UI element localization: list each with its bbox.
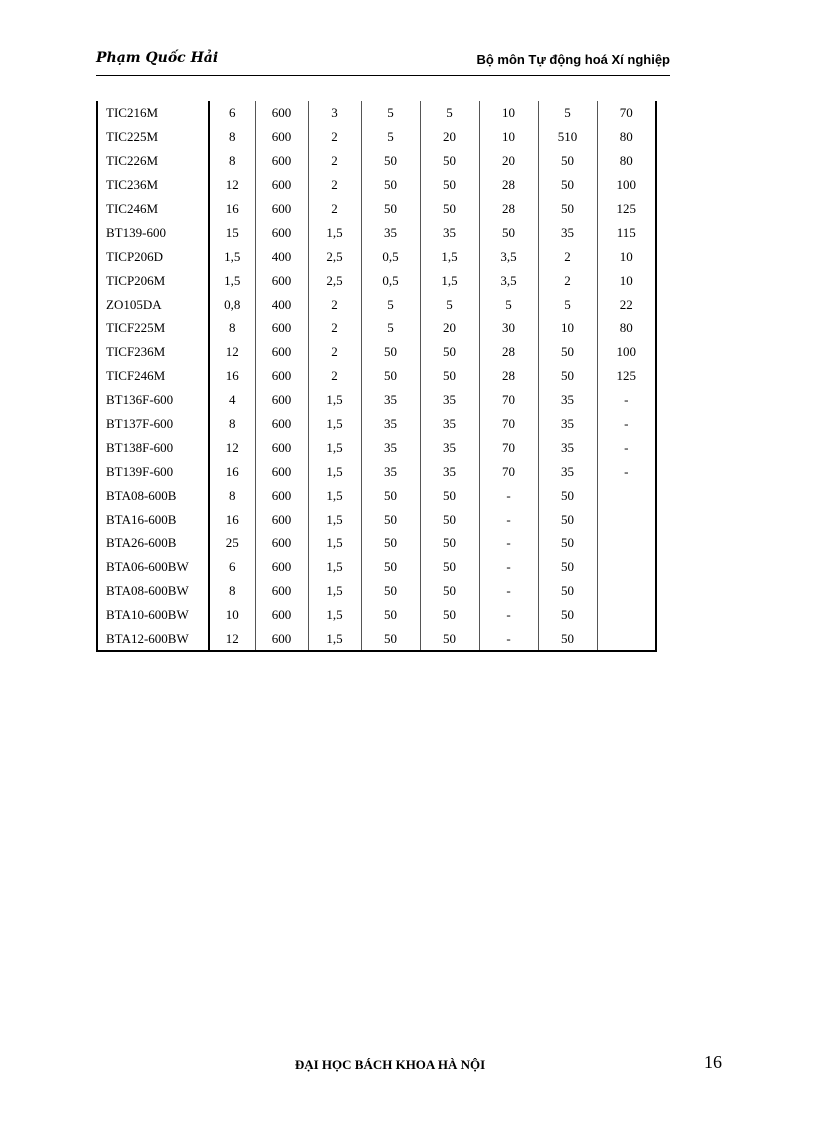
part-number-cell: BTA08-600BW xyxy=(97,579,209,603)
part-number-cell: TIC225M xyxy=(97,125,209,149)
table-cell: 600 xyxy=(255,531,308,555)
table-cell: 600 xyxy=(255,268,308,292)
table-cell: 20 xyxy=(479,149,538,173)
table-cell: 28 xyxy=(479,173,538,197)
table-cell: 12 xyxy=(209,627,255,652)
table-cell: 50 xyxy=(420,507,479,531)
table-row xyxy=(97,173,656,197)
part-number-cell: BTA08-600B xyxy=(97,483,209,507)
table-cell xyxy=(597,555,656,579)
table-cell: 50 xyxy=(420,483,479,507)
table-cell: 80 xyxy=(597,149,656,173)
table-cell: - xyxy=(479,483,538,507)
part-number-cell: BTA16-600B xyxy=(97,507,209,531)
table-cell: 2 xyxy=(308,316,361,340)
table-cell: 8 xyxy=(209,149,255,173)
table-cell: 600 xyxy=(255,412,308,436)
table-cell: 50 xyxy=(361,483,420,507)
table-row xyxy=(97,197,656,221)
table-cell: 35 xyxy=(420,220,479,244)
table-cell: 70 xyxy=(479,435,538,459)
table-cell: 1,5 xyxy=(420,244,479,268)
table-cell: 0,8 xyxy=(209,292,255,316)
part-number-cell: TICP206M xyxy=(97,268,209,292)
table-cell: 2 xyxy=(308,292,361,316)
table-row xyxy=(97,483,656,507)
table-cell: 600 xyxy=(255,340,308,364)
part-number-cell: TIC216M xyxy=(97,101,209,125)
part-number-cell: BT139-600 xyxy=(97,220,209,244)
table-body xyxy=(97,101,656,651)
table-cell: 600 xyxy=(255,603,308,627)
table-cell: 35 xyxy=(420,435,479,459)
table-cell: 1,5 xyxy=(308,435,361,459)
table-cell: 80 xyxy=(597,125,656,149)
table-cell: 600 xyxy=(255,173,308,197)
table-cell: 5 xyxy=(361,125,420,149)
table-cell: 35 xyxy=(538,220,597,244)
table-cell: 600 xyxy=(255,483,308,507)
part-number-cell: TICF246M xyxy=(97,364,209,388)
table-cell: 8 xyxy=(209,412,255,436)
table-cell: 20 xyxy=(420,316,479,340)
table-cell: 20 xyxy=(420,125,479,149)
table-cell: 6 xyxy=(209,101,255,125)
table-cell: 2 xyxy=(538,244,597,268)
table-cell: - xyxy=(597,435,656,459)
table-cell: 100 xyxy=(597,173,656,197)
footer-university: ĐẠI HỌC BÁCH KHOA HÀ NỘI xyxy=(294,1057,486,1072)
table-cell: 600 xyxy=(255,197,308,221)
table-cell: 1,5 xyxy=(308,412,361,436)
part-number-cell: BT138F-600 xyxy=(97,435,209,459)
table-cell: 15 xyxy=(209,220,255,244)
table-cell: 50 xyxy=(538,555,597,579)
table-row xyxy=(97,412,656,436)
table-cell: 16 xyxy=(209,364,255,388)
table-cell: 3 xyxy=(308,101,361,125)
table-cell: - xyxy=(479,603,538,627)
table-cell: 2 xyxy=(308,340,361,364)
table-row xyxy=(97,603,656,627)
table-row xyxy=(97,459,656,483)
table-cell: 10 xyxy=(597,244,656,268)
table-cell: 35 xyxy=(361,435,420,459)
table-cell: - xyxy=(479,531,538,555)
table-cell: 1,5 xyxy=(308,627,361,652)
table-cell: 50 xyxy=(361,579,420,603)
table-row xyxy=(97,220,656,244)
table-cell: 50 xyxy=(420,555,479,579)
table-cell: 10 xyxy=(479,125,538,149)
table-cell: 50 xyxy=(420,579,479,603)
table-cell: 125 xyxy=(597,197,656,221)
table-cell xyxy=(597,603,656,627)
table-cell: 35 xyxy=(420,412,479,436)
table-row xyxy=(97,292,656,316)
table-cell: 35 xyxy=(361,412,420,436)
table-row xyxy=(97,388,656,412)
table-cell: 50 xyxy=(361,603,420,627)
table-cell: 50 xyxy=(420,364,479,388)
table-cell: 2 xyxy=(538,268,597,292)
table-row xyxy=(97,125,656,149)
table-cell: 50 xyxy=(420,531,479,555)
table-cell: - xyxy=(597,459,656,483)
table-cell: 2,5 xyxy=(308,268,361,292)
table-row xyxy=(97,579,656,603)
table-cell: 50 xyxy=(538,149,597,173)
table-cell: 22 xyxy=(597,292,656,316)
table-cell: 1,5 xyxy=(308,531,361,555)
table-cell: 50 xyxy=(361,364,420,388)
table-cell: 5 xyxy=(420,101,479,125)
table-cell: 4 xyxy=(209,388,255,412)
table-cell: 16 xyxy=(209,197,255,221)
table-cell: 35 xyxy=(538,459,597,483)
table-cell: 28 xyxy=(479,197,538,221)
table-cell: 35 xyxy=(361,388,420,412)
table-cell: 70 xyxy=(479,388,538,412)
table-cell: 5 xyxy=(479,292,538,316)
table-cell: 125 xyxy=(597,364,656,388)
table-cell: 5 xyxy=(361,101,420,125)
table-cell: 1,5 xyxy=(308,388,361,412)
header-author: Phạm Quốc Hải xyxy=(96,50,219,66)
table-cell: 50 xyxy=(538,579,597,603)
table-cell: 2 xyxy=(308,125,361,149)
table-cell: 30 xyxy=(479,316,538,340)
table-cell: 50 xyxy=(538,627,597,652)
table-cell: 1,5 xyxy=(308,507,361,531)
table-cell: - xyxy=(479,507,538,531)
table-cell: 5 xyxy=(538,292,597,316)
table-cell: 50 xyxy=(420,627,479,652)
table-cell: 50 xyxy=(361,340,420,364)
table-cell: 1,5 xyxy=(209,268,255,292)
table-cell: - xyxy=(597,412,656,436)
table-cell: 1,5 xyxy=(308,483,361,507)
table-cell: 10 xyxy=(209,603,255,627)
table-cell: 600 xyxy=(255,101,308,125)
table-cell: 1,5 xyxy=(308,603,361,627)
table-cell: 50 xyxy=(361,531,420,555)
table-cell: 12 xyxy=(209,173,255,197)
table-cell: - xyxy=(479,579,538,603)
table-row xyxy=(97,149,656,173)
part-number-cell: BT137F-600 xyxy=(97,412,209,436)
table-cell: 600 xyxy=(255,125,308,149)
table-cell: 50 xyxy=(479,220,538,244)
table-cell: 600 xyxy=(255,364,308,388)
thyristor-table-container xyxy=(96,101,657,652)
table-cell xyxy=(597,483,656,507)
table-cell: 0,5 xyxy=(361,268,420,292)
thyristor-table xyxy=(96,101,657,652)
table-cell: 600 xyxy=(255,316,308,340)
table-cell: 5 xyxy=(538,101,597,125)
table-cell: 50 xyxy=(538,603,597,627)
part-number-cell: BTA12-600BW xyxy=(97,627,209,652)
table-cell: 1,5 xyxy=(209,244,255,268)
table-cell: 3,5 xyxy=(479,268,538,292)
table-cell: 35 xyxy=(538,435,597,459)
table-row xyxy=(97,316,656,340)
table-cell: 10 xyxy=(538,316,597,340)
table-row xyxy=(97,507,656,531)
table-cell: 600 xyxy=(255,555,308,579)
header-department: Bộ môn Tự động hoá Xí nghiệp xyxy=(476,52,670,67)
table-cell: 16 xyxy=(209,507,255,531)
table-cell: 5 xyxy=(361,316,420,340)
part-number-cell: ZO105DA xyxy=(97,292,209,316)
table-row xyxy=(97,555,656,579)
table-cell: 16 xyxy=(209,459,255,483)
table-cell: - xyxy=(597,388,656,412)
table-cell: 510 xyxy=(538,125,597,149)
table-row xyxy=(97,435,656,459)
table-cell: 25 xyxy=(209,531,255,555)
table-cell: 50 xyxy=(361,197,420,221)
table-cell: 28 xyxy=(479,364,538,388)
table-cell: 50 xyxy=(361,173,420,197)
table-row xyxy=(97,268,656,292)
part-number-cell: TIC226M xyxy=(97,149,209,173)
table-cell: 8 xyxy=(209,125,255,149)
table-cell: 50 xyxy=(538,340,597,364)
table-cell: 5 xyxy=(420,292,479,316)
table-cell: 400 xyxy=(255,244,308,268)
table-cell: 50 xyxy=(420,173,479,197)
part-number-cell: TICP206D xyxy=(97,244,209,268)
table-row xyxy=(97,627,656,652)
table-cell: 2 xyxy=(308,149,361,173)
table-row xyxy=(97,101,656,125)
table-cell: 70 xyxy=(597,101,656,125)
table-cell: 600 xyxy=(255,627,308,652)
table-cell: 2 xyxy=(308,364,361,388)
part-number-cell: BT139F-600 xyxy=(97,459,209,483)
table-cell xyxy=(597,507,656,531)
table-cell: 2,5 xyxy=(308,244,361,268)
table-cell: 50 xyxy=(538,507,597,531)
table-cell: 50 xyxy=(420,340,479,364)
table-cell: 80 xyxy=(597,316,656,340)
table-cell: 50 xyxy=(538,531,597,555)
table-cell: 35 xyxy=(538,412,597,436)
table-cell: 8 xyxy=(209,483,255,507)
table-cell: 600 xyxy=(255,459,308,483)
table-cell: 35 xyxy=(361,220,420,244)
part-number-cell: TICF236M xyxy=(97,340,209,364)
table-cell: 1,5 xyxy=(308,579,361,603)
table-cell: 12 xyxy=(209,435,255,459)
table-cell: 115 xyxy=(597,220,656,244)
table-cell: 1,5 xyxy=(308,459,361,483)
table-cell xyxy=(597,627,656,652)
table-cell: 600 xyxy=(255,149,308,173)
table-cell: 50 xyxy=(538,173,597,197)
table-cell: 600 xyxy=(255,435,308,459)
table-cell: 600 xyxy=(255,220,308,244)
table-cell: 50 xyxy=(420,603,479,627)
table-cell: 50 xyxy=(420,197,479,221)
table-cell: 0,5 xyxy=(361,244,420,268)
table-cell: 400 xyxy=(255,292,308,316)
table-cell: 600 xyxy=(255,579,308,603)
table-cell: 50 xyxy=(361,149,420,173)
page-number: 16 xyxy=(704,1052,722,1072)
table-cell: 600 xyxy=(255,388,308,412)
table-cell: 35 xyxy=(538,388,597,412)
table-cell: 50 xyxy=(538,483,597,507)
table-cell: 35 xyxy=(420,388,479,412)
table-cell: 8 xyxy=(209,316,255,340)
header-divider xyxy=(96,75,670,76)
table-cell: 50 xyxy=(361,507,420,531)
part-number-cell: TIC246M xyxy=(97,197,209,221)
table-row xyxy=(97,244,656,268)
table-cell: 2 xyxy=(308,197,361,221)
table-row xyxy=(97,340,656,364)
table-cell: 600 xyxy=(255,507,308,531)
table-cell: 50 xyxy=(538,364,597,388)
part-number-cell: TICF225M xyxy=(97,316,209,340)
table-cell: 12 xyxy=(209,340,255,364)
table-cell: 50 xyxy=(361,627,420,652)
table-cell: 70 xyxy=(479,412,538,436)
table-cell: - xyxy=(479,555,538,579)
table-cell: 2 xyxy=(308,173,361,197)
table-cell: 10 xyxy=(479,101,538,125)
table-cell: 35 xyxy=(420,459,479,483)
part-number-cell: BTA26-600B xyxy=(97,531,209,555)
table-cell xyxy=(597,579,656,603)
table-cell: 28 xyxy=(479,340,538,364)
table-row xyxy=(97,364,656,388)
table-cell: 8 xyxy=(209,579,255,603)
table-cell: 35 xyxy=(361,459,420,483)
table-cell: - xyxy=(479,627,538,652)
part-number-cell: TIC236M xyxy=(97,173,209,197)
part-number-cell: BTA10-600BW xyxy=(97,603,209,627)
part-number-cell: BT136F-600 xyxy=(97,388,209,412)
table-cell: 70 xyxy=(479,459,538,483)
table-cell: 50 xyxy=(420,149,479,173)
table-cell: 6 xyxy=(209,555,255,579)
table-cell: 100 xyxy=(597,340,656,364)
table-cell: 1,5 xyxy=(308,220,361,244)
table-row xyxy=(97,531,656,555)
part-number-cell: BTA06-600BW xyxy=(97,555,209,579)
table-cell: 10 xyxy=(597,268,656,292)
table-cell: 50 xyxy=(538,197,597,221)
table-cell xyxy=(597,531,656,555)
table-cell: 5 xyxy=(361,292,420,316)
table-cell: 50 xyxy=(361,555,420,579)
table-cell: 1,5 xyxy=(308,555,361,579)
table-cell: 1,5 xyxy=(420,268,479,292)
table-cell: 3,5 xyxy=(479,244,538,268)
